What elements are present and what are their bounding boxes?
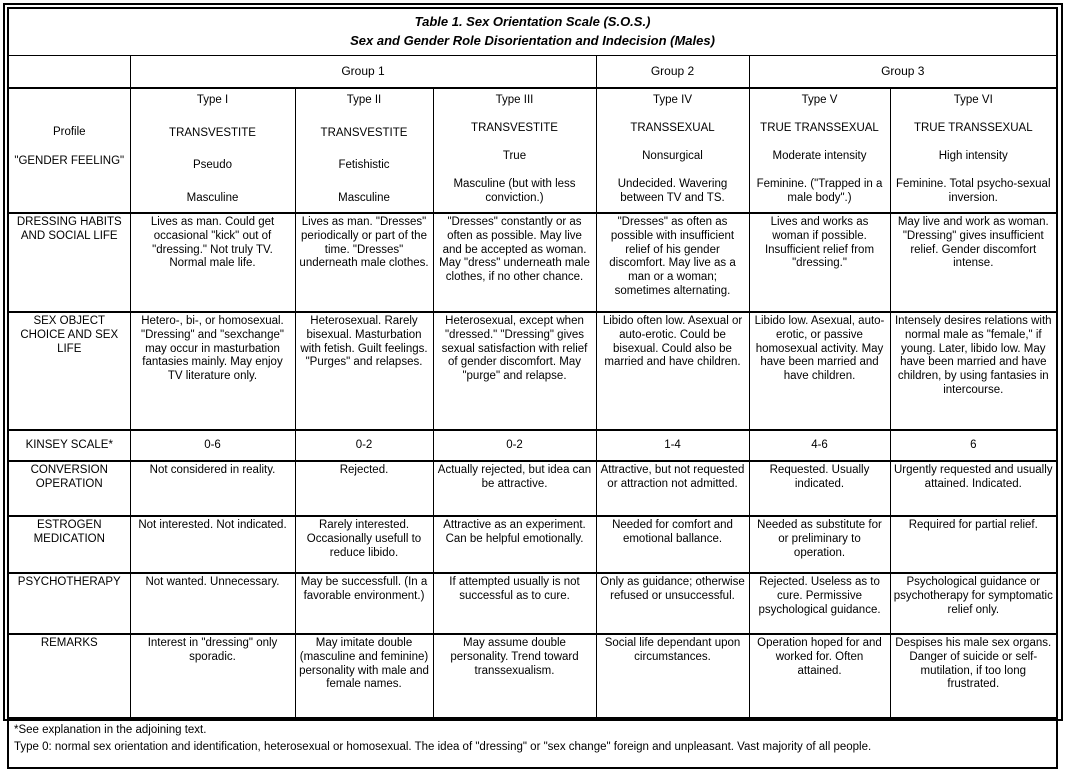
table-title-line1: Table 1. Sex Orientation Scale (S.O.S.) <box>414 14 651 30</box>
table-cell: Social life dependant upon circumstances. <box>596 634 749 718</box>
table-cell: Actually rejected, but idea can be attractive. <box>433 461 596 516</box>
table-cell: Required for partial relief. <box>890 516 1057 573</box>
table-cell: "Dresses" as often as possible with insufficient relief of his gender discomfort. May live as a man or a woman; sometimes alternating. <box>596 213 749 312</box>
type-header-3 <box>433 88 596 213</box>
type-feeling: Masculine <box>186 192 239 205</box>
table-row-remarks <box>8 634 1057 718</box>
type-feeling: Undecided. Wavering between TV and TS. <box>617 178 728 205</box>
table-cell: Rarely interested. Occasionally usefull to reduce libido. <box>295 516 433 573</box>
group-3-header: Group 3 <box>749 56 1057 89</box>
type-feeling: Masculine <box>338 192 390 205</box>
table-cell: Only as guidance; otherwise refused or unsuccessful. <box>596 573 749 634</box>
footnote-row <box>8 718 1057 768</box>
type-header-5 <box>749 88 890 213</box>
type-number: Type I <box>196 94 229 106</box>
table-cell: Lives and works as woman if possible. Insufficient relief from "dressing." <box>749 213 890 312</box>
footnote-cell <box>8 718 1057 768</box>
type-subtitle: Pseudo <box>192 159 232 172</box>
row-label: PSYCHOTHERAPY <box>8 573 130 634</box>
table-cell: 1-4 <box>596 430 749 461</box>
type-subtitle: Moderate intensity <box>772 150 867 163</box>
table-cell: Hetero-, bi-, or homosexual. "Dressing" and "sexchange" may occur in masturbation fantasies mainly. May enjoy TV literature only. <box>130 312 295 430</box>
table-cell: 0-6 <box>130 430 295 461</box>
document-frame <box>3 3 1063 753</box>
title-row <box>8 8 1057 56</box>
table-row-psychotherapy <box>8 573 1057 634</box>
table-cell: If attempted usually is not successful as to cure. <box>433 573 596 634</box>
table-cell: May imitate double (masculine and feminine) personality with male and female names. <box>295 634 433 718</box>
row-label: SEX OBJECT CHOICE AND SEX LIFE <box>8 312 130 430</box>
table-cell: 4-6 <box>749 430 890 461</box>
profile-header-row <box>8 88 1057 213</box>
table-cell: "Dresses" constantly or as often as possible. May live and be accepted as woman. May "dress" underneath male clothes, if no other chance. <box>433 213 596 312</box>
table-cell: 0-2 <box>295 430 433 461</box>
type-number: Type III <box>495 94 534 106</box>
table-cell: Interest in "dressing" only sporadic. <box>130 634 295 718</box>
table-cell: Intensely desires relations with normal male as "female," if young. Later, libido low. May have been married and have children, by using fantasies in intercourse. <box>890 312 1057 430</box>
table-cell: Needed as substitute for or preliminary to operation. <box>749 516 890 573</box>
table-cell: Despises his male sex organs. Danger of suicide or self-mutilation, if too long frustrated. <box>890 634 1057 718</box>
group-1-header: Group 1 <box>130 56 596 89</box>
type-subtitle: Fetishistic <box>338 159 390 172</box>
table-cell: Lives as man. Could get occasional "kick" out of "dressing." Not truly TV. Normal male life. <box>130 213 295 312</box>
type-subtitle: Nonsurgical <box>642 150 703 163</box>
type-category: TRUE TRANSSEXUAL <box>760 122 879 135</box>
row-label: DRESSING HABITS AND SOCIAL LIFE <box>8 213 130 312</box>
type-feeling: Feminine. ("Trapped in a male body".) <box>756 178 883 205</box>
table-cell: Not interested. Not indicated. <box>130 516 295 573</box>
table-row-dressing-habits <box>8 213 1057 312</box>
type-header-6 <box>890 88 1057 213</box>
table-cell: Requested. Usually indicated. <box>749 461 890 516</box>
row-label: CONVERSION OPERATION <box>8 461 130 516</box>
type-number: Type V <box>801 94 838 106</box>
group-2-header: Group 2 <box>596 56 749 89</box>
profile-row-label <box>8 88 130 213</box>
group-header-row <box>8 56 1057 89</box>
table-cell: May live and work as woman. "Dressing" gives insufficient relief. Gender discomfort intense. <box>890 213 1057 312</box>
table-cell: Rejected. <box>295 461 433 516</box>
table-cell: Attractive as an experiment. Can be helpful emotionally. <box>433 516 596 573</box>
type-header-2 <box>295 88 433 213</box>
table-cell: 0-2 <box>433 430 596 461</box>
type-feeling: Masculine (but with less conviction.) <box>453 178 576 205</box>
type-number: Type II <box>346 94 382 106</box>
table-cell: Rejected. Useless as to cure. Permissive psychological guidance. <box>749 573 890 634</box>
table-title <box>8 8 1057 56</box>
table-cell: Lives as man. "Dresses" periodically or part of the time. "Dresses" underneath male clothes. <box>295 213 433 312</box>
table-row-conversion-operation <box>8 461 1057 516</box>
profile-label-line1: Profile <box>52 125 86 138</box>
group-row-empty-cell <box>8 56 130 89</box>
type-header-4 <box>596 88 749 213</box>
table-cell: Libido low. Asexual, auto-erotic, or passive homosexual activity. May have been married and have children. <box>749 312 890 430</box>
table-cell: Not wanted. Unnecessary. <box>130 573 295 634</box>
type-category: TRANSVESTITE <box>471 122 558 135</box>
type-category: TRANSVESTITE <box>320 126 408 139</box>
type-category: TRANSSEXUAL <box>630 122 715 135</box>
type-header-1 <box>130 88 295 213</box>
profile-label-line2: "GENDER FEELING" <box>14 154 125 167</box>
table-cell: May be successfull. (In a favorable environment.) <box>295 573 433 634</box>
footnote-line2: Type 0: normal sex orientation and identification, heterosexual or homosexual. The idea of "dressing" or "sex change" foreign and unpleasant. Vast majority of all people. <box>14 740 872 753</box>
table-cell: May assume double personality. Trend toward transsexualism. <box>433 634 596 718</box>
sos-table <box>7 7 1058 769</box>
type-number: Type IV <box>653 94 692 106</box>
table-cell: Not considered in reality. <box>130 461 295 516</box>
table-cell: Heterosexual, except when "dressed." "Dressing" gives sexual satisfaction with relief of gender discomfort. May "purge" and relapse. <box>433 312 596 430</box>
type-category: TRUE TRANSSEXUAL <box>913 122 1033 135</box>
table-cell: Operation hoped for and worked for. Often attained. <box>749 634 890 718</box>
table-title-line2: Sex and Gender Role Disorientation and Indecision (Males) <box>350 33 715 48</box>
table-cell: Heterosexual. Rarely bisexual. Masturbation with fetish. Guilt feelings. "Purges" and relapses. <box>295 312 433 430</box>
footnote-line1: *See explanation in the adjoining text. <box>14 724 207 736</box>
row-label: REMARKS <box>8 634 130 718</box>
table-cell: Needed for comfort and emotional ballance. <box>596 516 749 573</box>
type-subtitle: True <box>502 150 527 163</box>
table-cell: Libido often low. Asexual or auto-erotic. Could be bisexual. Could also be married and have children. <box>596 312 749 430</box>
row-label: ESTROGEN MEDICATION <box>8 516 130 573</box>
table-cell: Attractive, but not requested or attraction not admitted. <box>596 461 749 516</box>
table-cell: Psychological guidance or psychotherapy for symptomatic relief only. <box>890 573 1057 634</box>
table-cell: Urgently requested and usually attained. Indicated. <box>890 461 1057 516</box>
row-label: KINSEY SCALE* <box>8 430 130 461</box>
table-row-kinsey-scale <box>8 430 1057 461</box>
type-number: Type VI <box>953 94 993 106</box>
table-row-sex-object-choice <box>8 312 1057 430</box>
table-row-estrogen-medication <box>8 516 1057 573</box>
type-subtitle: High intensity <box>938 150 1008 163</box>
type-category: TRANSVESTITE <box>169 126 256 139</box>
table-cell: 6 <box>890 430 1057 461</box>
type-feeling: Feminine. Total psycho-sexual inversion. <box>896 178 1051 205</box>
